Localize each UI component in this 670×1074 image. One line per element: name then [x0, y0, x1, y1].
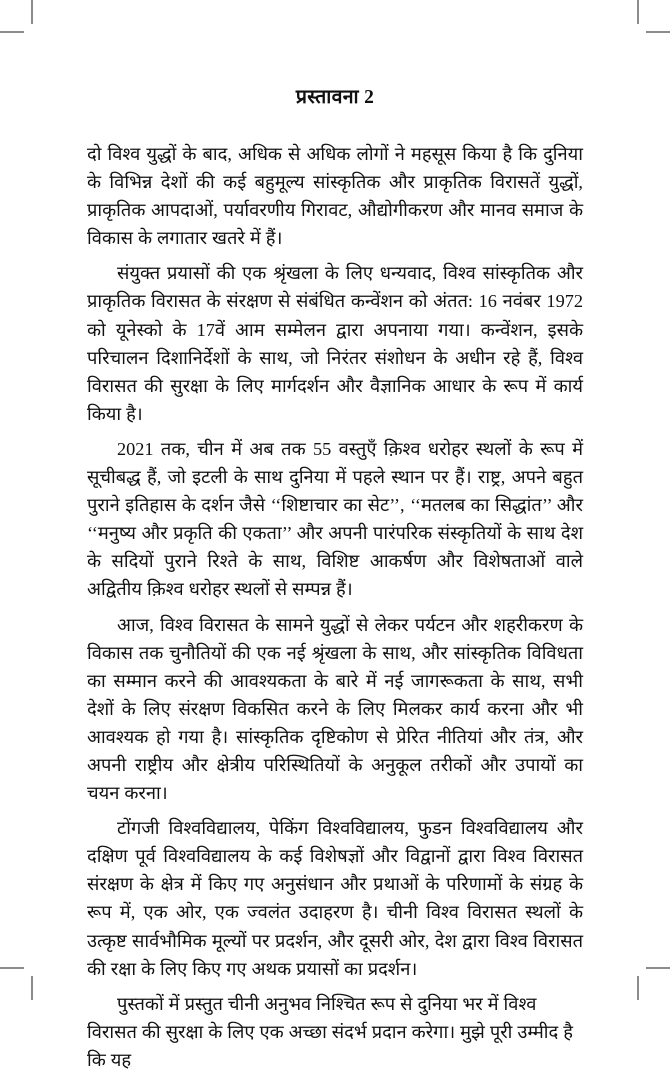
- crop-mark-top-left-vertical: [31, 0, 33, 24]
- crop-mark-top-left-horizontal: [0, 31, 24, 33]
- page-title: प्रस्तावना 2: [295, 87, 375, 108]
- paragraph-2: संयुक्त प्रयासों की एक श्रृंखला के लिए धन्यवाद, विश्व सांस्कृतिक और प्राकृतिक विरासत के संरक्षण से संबंधित कन्वेंशन को अंतत: 16 नवंबर 1972 को यूनेस्को के 17वें आम सम्मेलन द्वारा अपनाया गया। कन्वेंशन, इसके परिचालन दिशानिर्देशों के साथ, जो निरंतर संशोधन के अधीन रहे हैं, विश्व विरासत की सुरक्षा के लिए मार्गदर्शन और वैज्ञानिक आधार के रूप में कार्य किया है।: [87, 263, 583, 424]
- paragraph-4: आज, विश्व विरासत के सामने युद्धों से लेकर पर्यटन और शहरीकरण के विकास तक चुनौतियों की एक नई श्रृंखला के साथ, और सांस्कृतिक विविधता का सम्मान करने की आवश्यकता के बारे में नई जागरूकता के साथ, सभी देशों के लिए संरक्षण विकसित करने के लिए मिलकर कार्य करना और भी आवश्यक हो गया है। सांस्कृतिक दृष्टिकोण से प्रेरित नीतियां और तंत्र, और अपनी राष्ट्रीय और क्षेत्रीय परिस्थितियों के अनुकूल तरीकों और उपायों का चयन करना।: [87, 614, 583, 804]
- body-text-block: [87, 140, 583, 1074]
- paragraph-1: दो विश्व युद्धों के बाद, अधिक से अधिक लोगों ने महसूस किया है कि दुनिया के विभिन्न देशों की कई बहुमूल्य सांस्कृतिक और प्राकृतिक विरासतें युद्धों, प्राकृतिक आपदाओं, पर्यावरणीय गिरावट, औद्योगीकरण और मानव समाज के विकास के लगातार खतरे में हैं।: [87, 144, 583, 249]
- paragraph-3: 2021 तक, चीन में अब तक 55 वस्तुएँ क़िश्व धरोहर स्थलों के रूप में सूचीबद्ध हैं, जो इटली के साथ दुनिया में पहले स्थान पर हैं। राष्ट्र, अपने बहुत पुराने इतिहास के दर्शन जैसे ‘‘शिष्टाचार का सेट’’, ‘‘मतलब का सिद्धांत’’ और ‘‘मनुष्य और प्रकृति की एकता’’ और अपनी पारंपरिक संस्कृतियों के साथ देश के सदियों पुराने रिश्ते के साथ, विशिष्ट आकर्षण और विशेषताओं वाले अद्वितीय क़िश्व धरोहर स्थलों से सम्पन्न हैं।: [87, 438, 583, 600]
- crop-mark-bottom-left-vertical: [31, 976, 33, 1000]
- crop-mark-bottom-left-horizontal: [0, 967, 24, 969]
- page-content-area: [87, 0, 583, 1070]
- paragraph-5: टोंगजी विश्वविद्यालय, पेकिंग विश्वविद्यालय, फुडन विश्वविद्यालय और दक्षिण पूर्व विश्वविद्यालय के कई विशेषज्ञों और विद्वानों द्वारा विश्व विरासत संरक्षण के क्षेत्र में किए गए अनुसंधान और प्रथाओं के परिणामों के संग्रह के रूप में, एक ओर, एक ज्वलंत उदाहरण है। चीनी विश्व विरासत स्थलों के उत्कृष्ट सार्वभौमिक मूल्यों पर प्रदर्शन, और दूसरी ओर, देश द्वारा विश्व विरासत की रक्षा के लिए किए गए अथक प्रयासों का प्रदर्शन।: [87, 818, 583, 979]
- paragraph-6: पुस्तकों में प्रस्तुत चीनी अनुभव निश्चित रूप से दुनिया भर में विश्व विरासत की सुरक्षा के लिए एक अच्छा संदर्भ प्रदान करेगा। मुझे पूरी उम्मीद है कि यह: [87, 993, 573, 1070]
- crop-mark-top-right-vertical: [637, 0, 639, 24]
- crop-mark-bottom-right-vertical: [637, 976, 639, 1000]
- crop-mark-bottom-right-horizontal: [646, 967, 670, 969]
- crop-mark-top-right-horizontal: [646, 31, 670, 33]
